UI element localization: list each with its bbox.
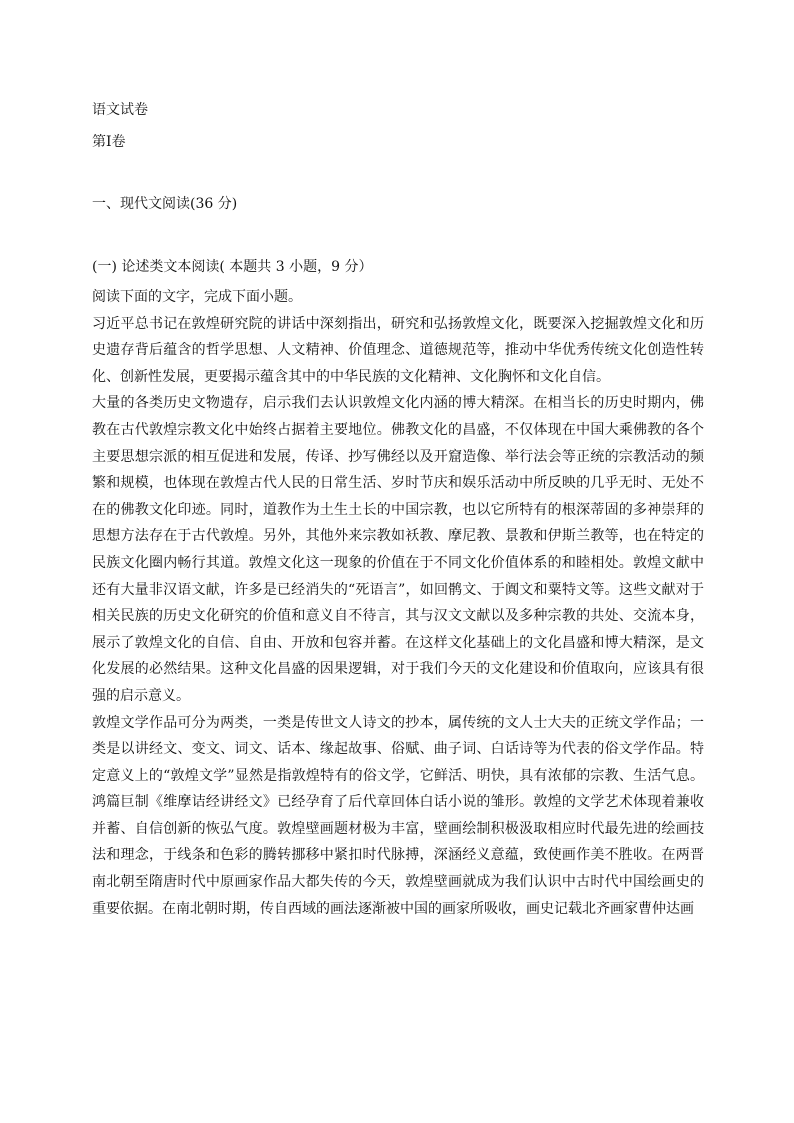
passage-paragraph-3: 敦煌文学作品可分为两类，一类是传世文人诗文的抄本，属传统的文人士大夫的正统文学作品；一类是以讲经文、变文、词文、话本、缘起故事、俗赋、曲子词、白话诗等为代表的俗文学作品。特定意义上的“敦煌文学”显然是指敦煌特有的俗文学，它鲜活、明快，具有浓郁的宗教、生活气息。鸿篇巨制《维摩诘经讲经文》已经孕育了后代章回体白话小说的雏形。敦煌的文学艺术体现着兼收并蓄、自信创新的恢弘气度。敦煌壁画题材极为丰富，壁画绘制积极汲取相应时代最先进的绘画技法和理念，于线条和色彩的腾转挪移中紧扣时代脉搏，深涵经义意蕴，致使画作美不胜收。在两晋南北朝至隋唐时代中原画家作品大都失传的今天，敦煌壁画就成为我们认识中古时代中国绘画史的重要依据。在南北朝时期，传自西域的画法逐渐被中国的画家所吸收，画史记载北齐画家曹仲达画 — [92, 714, 704, 917]
passage-paragraph-1: 习近平总书记在敦煌研究院的讲话中深刻指出，研究和弘扬敦煌文化，既要深入挖掘敦煌文化和历史遗存背后蕴含的哲学思想、人文精神、价值理念、道德规范等，推动中华优秀传统文化创造性转化、创新性发展，更要揭示蕴含其中的中华民族的文化精神、文化胸怀和文化自信。 — [92, 315, 704, 385]
exam-title: 语文试卷 — [92, 102, 148, 118]
section-heading: 一、现代文阅读(36 分) — [92, 196, 238, 212]
reading-instruction: 阅读下面的文字，完成下面小题。 — [92, 289, 302, 305]
passage-paragraph-2: 大量的各类历史文物遗存，启示我们去认识敦煌文化内涵的博大精深。在相当长的历史时期内，佛教在古代敦煌宗教文化中始终占据着主要地位。佛教文化的昌盛，不仅体现在中国大乘佛教的各个主要思想宗派的相互促进和发展，传译、抄写佛经以及开窟造像、举行法会等正统的宗教活动的频繁和规模，也体现在敦煌古代人民的日常生活、岁时节庆和娱乐活动中所反映的几乎无时、无处不在的佛教文化印迹。同时，道教作为土生土长的中国宗教，也以它所特有的根深蒂固的多神崇拜的思想方法存在于古代敦煌。另外，其他外来宗教如袄教、摩尼教、景教和伊斯兰教等，也在特定的民族文化圈内畅行其道。敦煌文化这一现象的价值在于不同文化价值体系的和睦相处。敦煌文献中还有大量非汉语文献，许多是已经消失的“死语言”，如回鹘文、于阗文和粟特文等。这些文献对于相关民族的历史文化研究的价值和意义自不待言，其与汉文文献以及多种宗教的共处、交流本身，展示了敦煌文化的自信、自由、开放和包容并蓄。在这样文化基础上的文化昌盛和博大精深，是文化发展的必然结果。这种文化昌盛的因果逻辑，对于我们今天的文化建设和价值取向，应该具有很强的启示意义。 — [92, 395, 704, 704]
subsection-heading: (一) 论述类文本阅读( 本题共 3 小题，9 分） — [92, 259, 373, 275]
passage-body — [92, 284, 704, 922]
volume-label: 第Ⅰ卷 — [92, 134, 126, 150]
